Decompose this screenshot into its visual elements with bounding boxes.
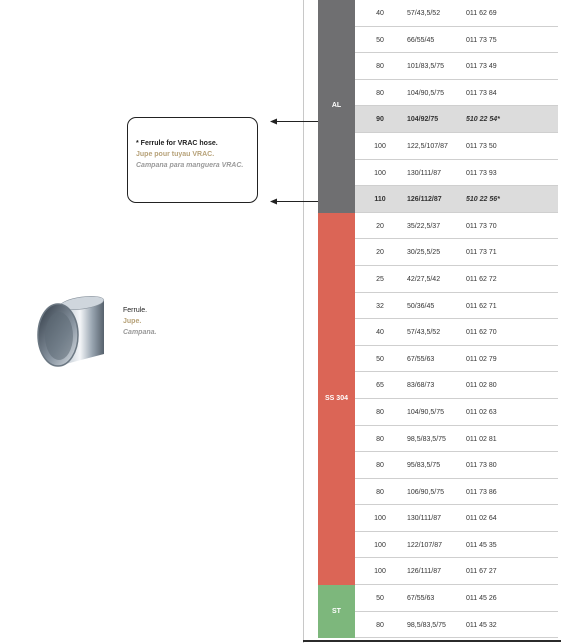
diameter-cell: 110 xyxy=(374,196,386,204)
reference-cell: 011 45 26 xyxy=(466,595,497,603)
table-row xyxy=(355,106,558,133)
dimensions-cell: 30/25,5/25 xyxy=(407,249,441,257)
table-row xyxy=(355,160,558,187)
dimensions-cell: 130/111/87 xyxy=(407,515,441,523)
dimensions-cell: 126/112/87 xyxy=(407,196,442,204)
dimensions-cell: 122/107/87 xyxy=(407,541,443,549)
diameter-cell: 80 xyxy=(376,435,384,443)
reference-cell: 011 73 93 xyxy=(466,169,497,177)
note-french: Jupe pour tuyau VRAC. xyxy=(136,151,215,158)
diameter-cell: 20 xyxy=(376,249,384,257)
dimensions-cell: 67/55/63 xyxy=(407,355,435,363)
material-label-ss304: SS 304 xyxy=(325,394,348,402)
table-row xyxy=(355,612,558,639)
reference-cell: 011 62 69 xyxy=(466,10,497,17)
reference-cell: 011 73 86 xyxy=(466,488,497,496)
reference-cell: 011 73 75 xyxy=(466,36,497,44)
dimensions-cell: 130/111/87 xyxy=(407,169,441,177)
reference-cell: 011 02 63 xyxy=(466,408,497,416)
reference-cell: 011 73 80 xyxy=(466,462,497,470)
diameter-cell: 100 xyxy=(374,515,386,523)
diameter-cell: 50 xyxy=(376,595,384,603)
table-bottom-rule xyxy=(303,640,561,642)
diameter-cell: 40 xyxy=(376,329,384,337)
table-row xyxy=(355,585,558,612)
diameter-cell: 25 xyxy=(376,275,384,283)
material-label-al: AL xyxy=(331,102,342,110)
diameter-cell: 80 xyxy=(376,621,384,629)
ferrule-french: Jupe. xyxy=(123,318,142,325)
reference-cell: 011 02 79 xyxy=(466,355,497,363)
product-table xyxy=(355,0,558,638)
diameter-cell: 32 xyxy=(376,302,384,310)
table-row xyxy=(355,27,558,54)
diameter-cell: 65 xyxy=(376,382,384,390)
material-band-ss304 xyxy=(318,213,355,585)
diameter-cell: 80 xyxy=(376,408,384,416)
ferrule-image xyxy=(34,294,106,372)
table-row xyxy=(355,532,558,559)
diameter-cell: 80 xyxy=(376,462,384,470)
reference-cell: 011 02 81 xyxy=(466,435,497,443)
table-row xyxy=(355,346,558,373)
reference-cell: 011 67 27 xyxy=(466,568,497,576)
table-row xyxy=(355,479,558,506)
table-row xyxy=(355,80,558,107)
dimensions-cell: 95/83,5/75 xyxy=(407,462,441,470)
dimensions-cell: 106/90,5/75 xyxy=(407,488,444,496)
dimensions-cell: 104/90,5/75 xyxy=(407,408,444,416)
table-row xyxy=(355,53,558,80)
reference-cell: 011 62 71 xyxy=(466,302,497,310)
reference-cell: 510 22 54* xyxy=(466,116,500,124)
table-row xyxy=(355,186,558,213)
ferrule-english: Ferrule. xyxy=(123,307,148,314)
dimensions-cell: 98,5/83,5/75 xyxy=(407,621,446,629)
material-band-al xyxy=(318,0,355,213)
diameter-cell: 50 xyxy=(376,36,384,44)
reference-cell: 011 62 72 xyxy=(466,275,497,283)
table-row xyxy=(355,133,558,160)
reference-cell: 011 73 84 xyxy=(466,89,497,97)
reference-cell: 011 02 80 xyxy=(466,382,497,390)
table-row xyxy=(355,293,558,320)
diameter-cell: 100 xyxy=(374,142,386,150)
table-row xyxy=(355,239,558,266)
diameter-cell: 100 xyxy=(374,169,386,177)
page-divider xyxy=(303,0,304,643)
reference-cell: 510 22 56* xyxy=(466,196,500,204)
reference-cell: 011 73 70 xyxy=(466,222,497,230)
ferrule-label xyxy=(123,305,156,338)
reference-cell: 011 73 49 xyxy=(466,63,497,71)
material-label-st: ST xyxy=(332,607,341,615)
diameter-cell: 40 xyxy=(376,10,384,17)
dimensions-cell: 50/36/45 xyxy=(407,302,435,310)
diameter-cell: 90 xyxy=(376,116,384,124)
reference-cell: 011 62 70 xyxy=(466,329,497,337)
table-row xyxy=(355,558,558,585)
dimensions-cell: 122,5/107/87 xyxy=(407,142,448,150)
diameter-cell: 80 xyxy=(376,63,384,71)
diameter-cell: 20 xyxy=(376,222,384,230)
reference-cell: 011 45 32 xyxy=(466,621,497,629)
dimensions-cell: 98,5/83,5/75 xyxy=(407,435,446,443)
dimensions-cell: 104/90,5/75 xyxy=(407,89,444,97)
reference-cell: 011 73 71 xyxy=(466,249,497,257)
diameter-cell: 100 xyxy=(374,568,386,576)
table-row xyxy=(355,426,558,453)
note-english: * Ferrule for VRAC hose. xyxy=(136,140,218,147)
diameter-cell: 80 xyxy=(376,488,384,496)
ferrule-spanish: Campana. xyxy=(123,329,157,336)
dimensions-cell: 35/22,5/37 xyxy=(407,222,441,230)
dimensions-cell: 67/55/63 xyxy=(407,595,435,603)
diameter-cell: 80 xyxy=(376,89,384,97)
dimensions-cell: 83/68/73 xyxy=(407,382,435,390)
table-row xyxy=(355,213,558,240)
vrac-note-box xyxy=(127,117,258,203)
table-row xyxy=(355,505,558,532)
dimensions-cell: 66/55/45 xyxy=(407,36,435,44)
table-row xyxy=(355,399,558,426)
dimensions-cell: 126/111/87 xyxy=(407,568,441,576)
diameter-cell: 50 xyxy=(376,355,384,363)
table-row xyxy=(355,0,558,27)
dimensions-cell: 57/43,5/52 xyxy=(407,329,441,337)
material-band-st xyxy=(318,585,355,638)
dimensions-cell: 57/43,5/52 xyxy=(407,10,441,17)
diameter-cell: 100 xyxy=(374,541,386,549)
reference-cell: 011 45 35 xyxy=(466,541,497,549)
table-row xyxy=(355,319,558,346)
reference-cell: 011 73 50 xyxy=(466,142,497,150)
dimensions-cell: 101/83,5/75 xyxy=(407,63,444,71)
table-row xyxy=(355,452,558,479)
reference-cell: 011 02 64 xyxy=(466,515,497,523)
table-row xyxy=(355,372,558,399)
note-spanish: Campana para manguera VRAC. xyxy=(136,162,244,169)
dimensions-cell: 104/92/75 xyxy=(407,116,439,124)
table-row xyxy=(355,266,558,293)
dimensions-cell: 42/27,5/42 xyxy=(407,275,441,283)
